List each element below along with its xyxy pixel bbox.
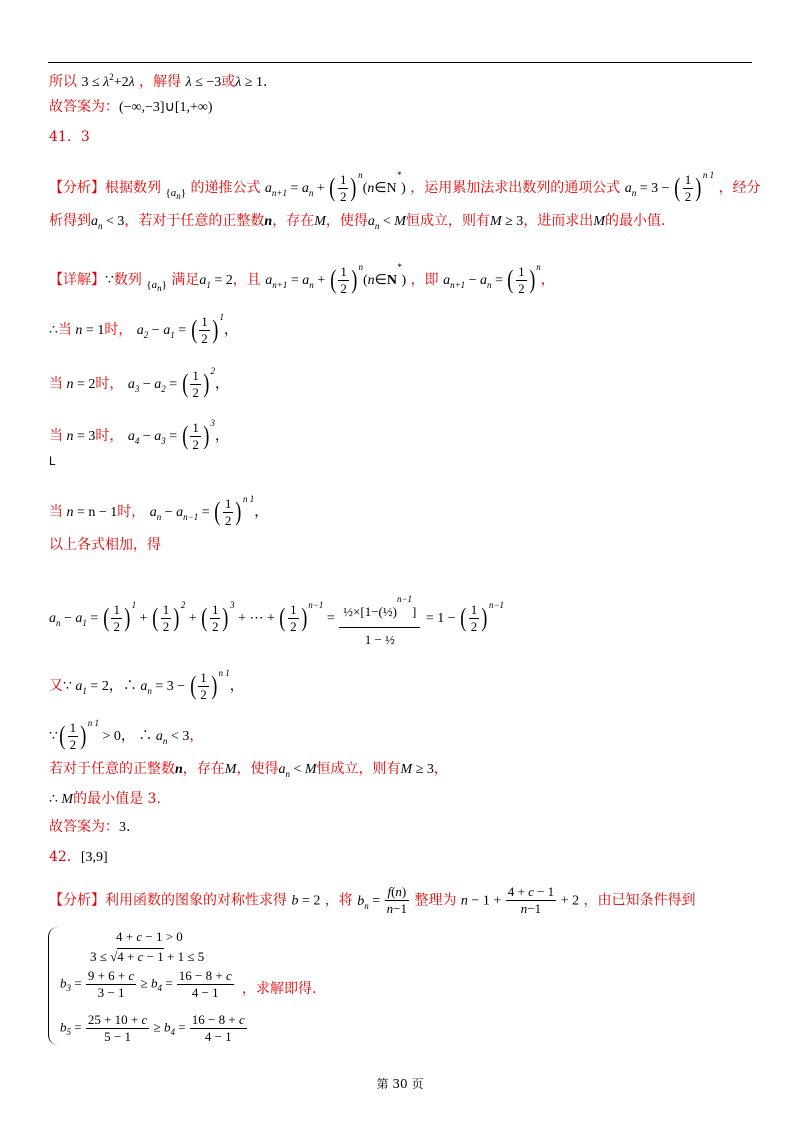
answer-41: 故答案为：3. [49, 819, 131, 835]
case-n2: 当 n = 2时， $a_3 - a_2$ = ( $\frac{1}{2}$ )$^2$， [49, 366, 230, 400]
answer-line-1: 故答案为：(−∞,−3]∪[1,+∞) [49, 99, 213, 115]
page-footer: 第 30 页 [376, 1077, 424, 1091]
line-because: ∵( $\frac{1}{2}$ )$^{n 1}$ > 0， ∴ $a_n < 3$， [49, 718, 204, 752]
line-you: 又∵ $a_1 = 2$，∴ $a_n = 3$ − ( $\frac{1}{2}$ )$^{n 1}$， [49, 668, 244, 702]
system-eq-3: $b_3$ = $\frac{9 + 6 + c}{3 - 1}$ ≥ $b_4$ = $\frac{16 - 8 + c}{4 - 1}$ [60, 968, 232, 1000]
analysis-41-line2: 析得到$a_n < 3$，若对于任意的正整数n，存在M，使得$a_n < M$恒成立，则有M ≥ 3，进而求出M的最小值. [49, 213, 666, 231]
case-n1: ∴当 n = 1时， $a_2 - a_1$ = ( $\frac{1}{2}$ )$^1$， [49, 312, 238, 346]
system-brace [48, 927, 59, 1045]
text: 故答案为： [49, 99, 119, 115]
min-value-line: ∴ M的最小值是 3. [49, 791, 161, 807]
ellipsis-mark: L [49, 454, 56, 468]
question-41-label: 41．3 [49, 129, 90, 145]
text: 所以 [49, 74, 77, 90]
sum-formula: $a_n - a_1$ = ( $\frac{1}{2}$ )$^1$ + ( $\frac{1}{2}$ )$^2$ + ( $\frac{1}{2}$ )$^3$ + ⋯ + ( $\frac{1}{2}$ )$^{n-1}$ = $\frac{\frac{1}{2}\times[1-(\frac{1}{2})^{n-1}]}{\text{1 − ½}}$ = 1 − ( $\frac{1}{2}$ )$^{n-1}$ [49, 584, 504, 652]
analysis-42: 【分析】利用函数的图象的对称性求得 b = 2 ，将 $b_n$ = $\frac{f(n)}{n-1}$ 整理为 n − 1 + $\frac{4 + c - 1}{n-1}$ + 2 ，由已知条件得到 [49, 884, 696, 916]
system-eq-2: 3 ≤ √4 + c − 1 + 1 ≤ 5 [90, 949, 205, 964]
text: 或 [221, 74, 236, 90]
text: ，解得 [139, 74, 182, 90]
case-n-minus-1: 当 n = n − 1时， $a_n - a_{n-1}$ = ( $\frac{1}{2}$ )$^{n 1}$， [49, 494, 269, 528]
analysis-41-line1: 【分析】根据数列 $_{\{a_n\}}$ 的递推公式 $a_{n+1} = a_n$ + ( $\frac{1}{2}$ )$^n$(n∈N*) ，运用累加法求出数列的通项公式 $a_n = 3$ − ( $\frac{1}{2}$ )$^{n 1}$ ，经分 [49, 170, 761, 204]
detail-41-line1: 【详解】∵数列 $_{\{a_n\}}$ 满足$a_1 = 2$，且 $a_{n+1} = a_n$ + ( $\frac{1}{2}$ )$^n$(n∈N*) ，即 $a_{n+1} - a_n$ = ( $\frac{1}{2}$ )$^n$， [49, 262, 555, 296]
question-42-label: 42．[3,9] [49, 849, 108, 865]
line-lambda-range: 所以 $3 \le \lambda^2+2\lambda$ ，解得 λ ≤ −3或λ ≥ 1. [49, 72, 268, 90]
system-eq-4: $b_5$ = $\frac{25 + 10 + c}{5 - 1}$ ≥ $b_4$ = $\frac{16 - 8 + c}{4 - 1}$ [60, 1012, 245, 1044]
solve-text: ，求解即得. [242, 981, 317, 997]
conclusion-line: 若对于任意的正整数n，存在M，使得$a_n < M$恒成立，则有M ≥ 3， [49, 761, 448, 779]
sum-text: 以上各式相加，得 [49, 537, 161, 553]
header-rule [48, 62, 752, 63]
text: . [263, 74, 268, 90]
case-n3: 当 n = 3时， $a_4 - a_3$ = ( $\frac{1}{2}$ )$^3$， [49, 418, 230, 452]
system-eq-1: 4 + c − 1 > 0 [116, 929, 183, 944]
